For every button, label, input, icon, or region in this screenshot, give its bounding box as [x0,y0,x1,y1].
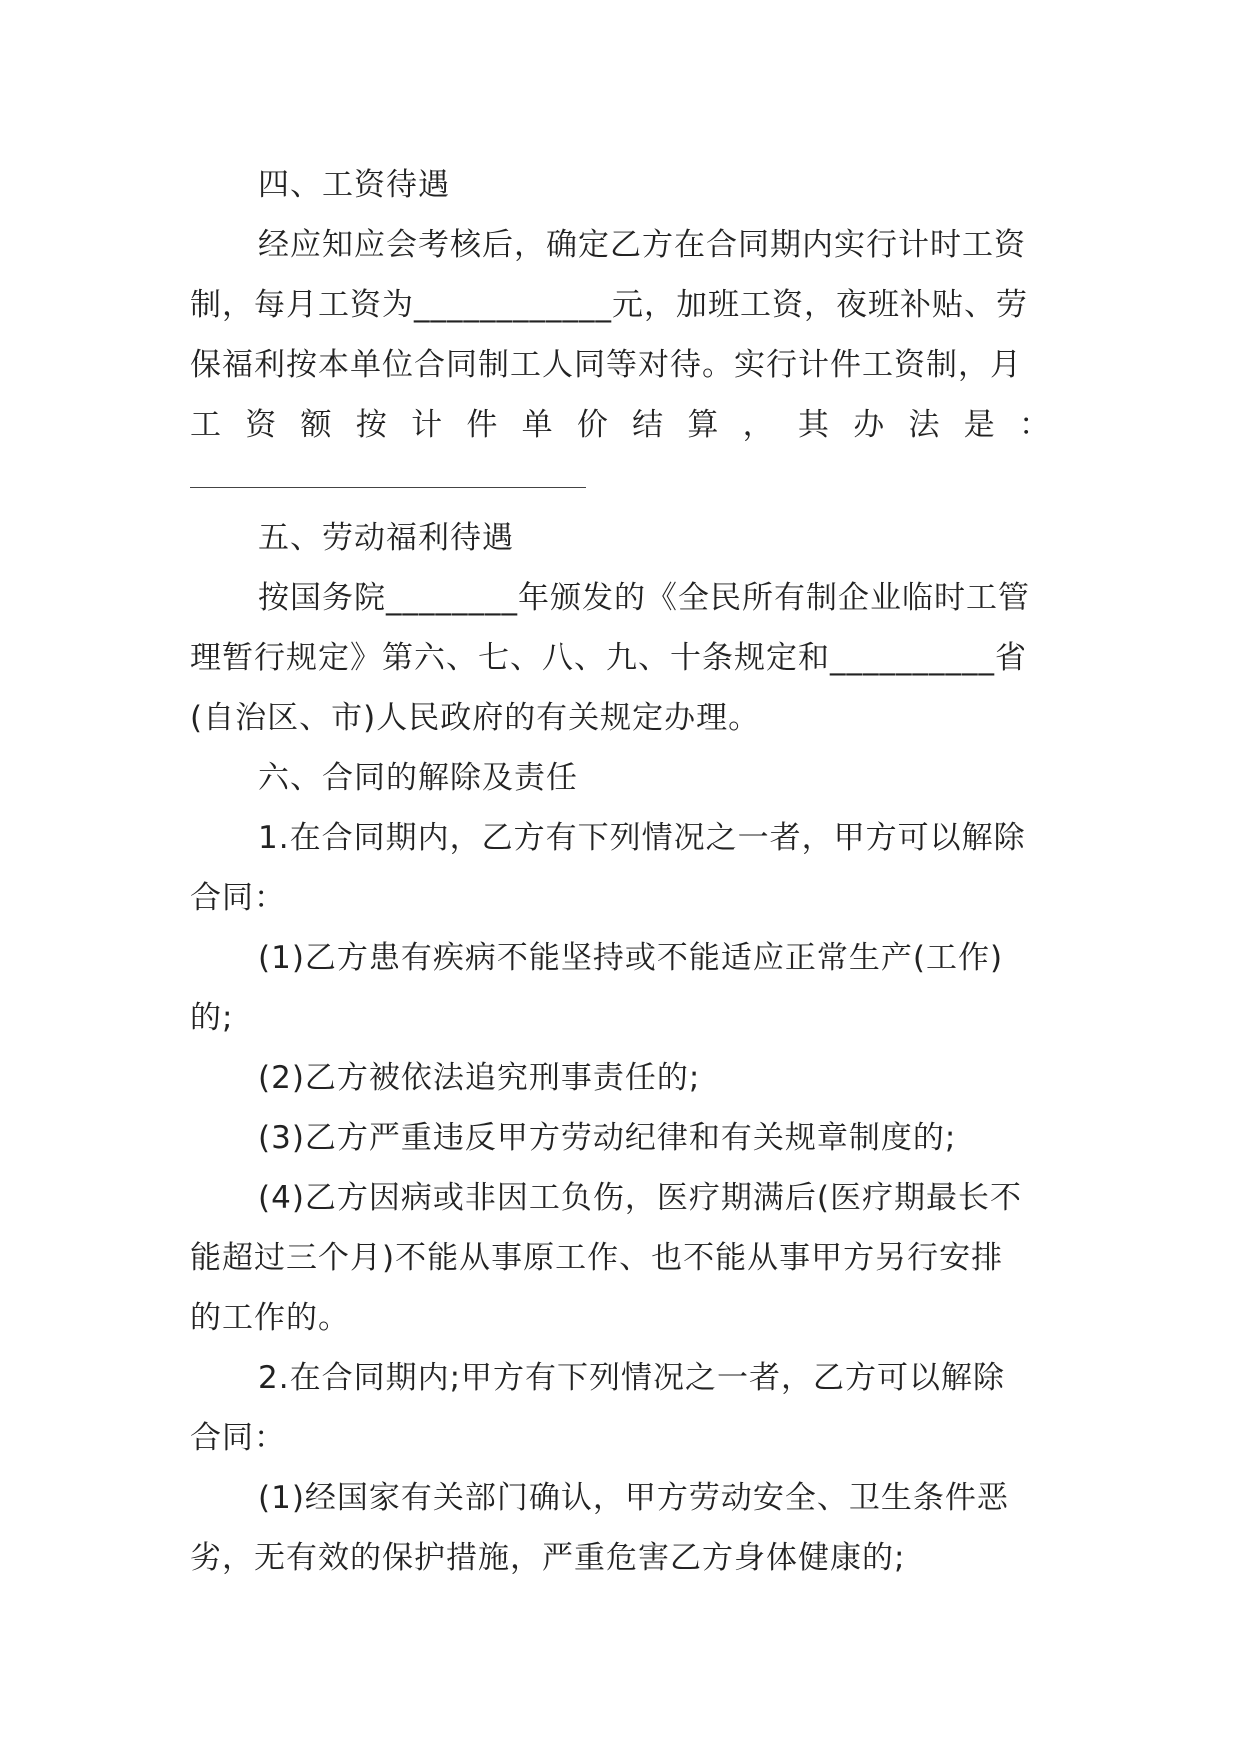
paragraph-line: (自治区、市)人民政府的有关规定办理。 [190,700,761,736]
char: 资 [245,407,277,443]
char: 额 [300,407,332,443]
paragraph-line: 的; [190,1000,234,1036]
char: 算 [687,407,719,443]
paragraph-line-justified [190,407,1050,443]
paragraph-line: 制，每月工资为____________元，加班工资，夜班补贴、劳 [190,287,1028,323]
paragraph-line: (3)乙方严重违反甲方劳动纪律和有关规章制度的; [258,1120,957,1156]
paragraph-line: (1)经国家有关部门确认，甲方劳动安全、卫生条件恶 [258,1480,1009,1516]
section-heading-wages: 四、工资待遇 [258,167,450,203]
char: 其 [797,407,829,443]
paragraph-line: 劣，无有效的保护措施，严重危害乙方身体健康的; [190,1540,906,1576]
paragraph-line: 按国务院________年颁发的《全民所有制企业临时工管 [258,580,1030,616]
paragraph-line: 2.在合同期内;甲方有下列情况之一者，乙方可以解除 [258,1360,1006,1396]
char: 件 [466,407,498,443]
paragraph-line: 保福利按本单位合同制工人同等对待。实行计件工资制，月 [190,347,1022,383]
char: 计 [411,407,443,443]
paragraph-line: (2)乙方被依法追究刑事责任的; [258,1060,701,1096]
char: 法 [908,407,940,443]
char: 按 [355,407,387,443]
char: ： [1018,407,1050,443]
paragraph-line: (4)乙方因病或非因工负伤，医疗期满后(医疗期最长不 [258,1180,1023,1216]
section-heading-benefits: 五、劳动福利待遇 [258,520,514,556]
paragraph-line: 理暂行规定》第六、七、八、九、十条规定和__________省 [190,640,1027,676]
char: ， [742,407,774,443]
paragraph-line: 经应知应会考核后，确定乙方在合同期内实行计时工资 [258,227,1026,263]
paragraph-line: 合同： [190,880,286,916]
blank-fill-line [190,487,586,488]
paragraph-line: 的工作的。 [190,1300,350,1336]
char: 办 [853,407,885,443]
char: 价 [576,407,608,443]
char: 单 [521,407,553,443]
paragraph-line: 合同： [190,1420,286,1456]
char: 结 [632,407,664,443]
paragraph-line: 1.在合同期内，乙方有下列情况之一者，甲方可以解除 [258,820,1026,856]
char: 工 [190,407,221,443]
section-heading-termination: 六、合同的解除及责任 [258,760,578,796]
char: 是 [963,407,995,443]
paragraph-line: 能超过三个月)不能从事原工作、也不能从事甲方另行安排 [190,1240,1004,1276]
paragraph-line: (1)乙方患有疾病不能坚持或不能适应正常生产(工作) [258,940,1004,976]
